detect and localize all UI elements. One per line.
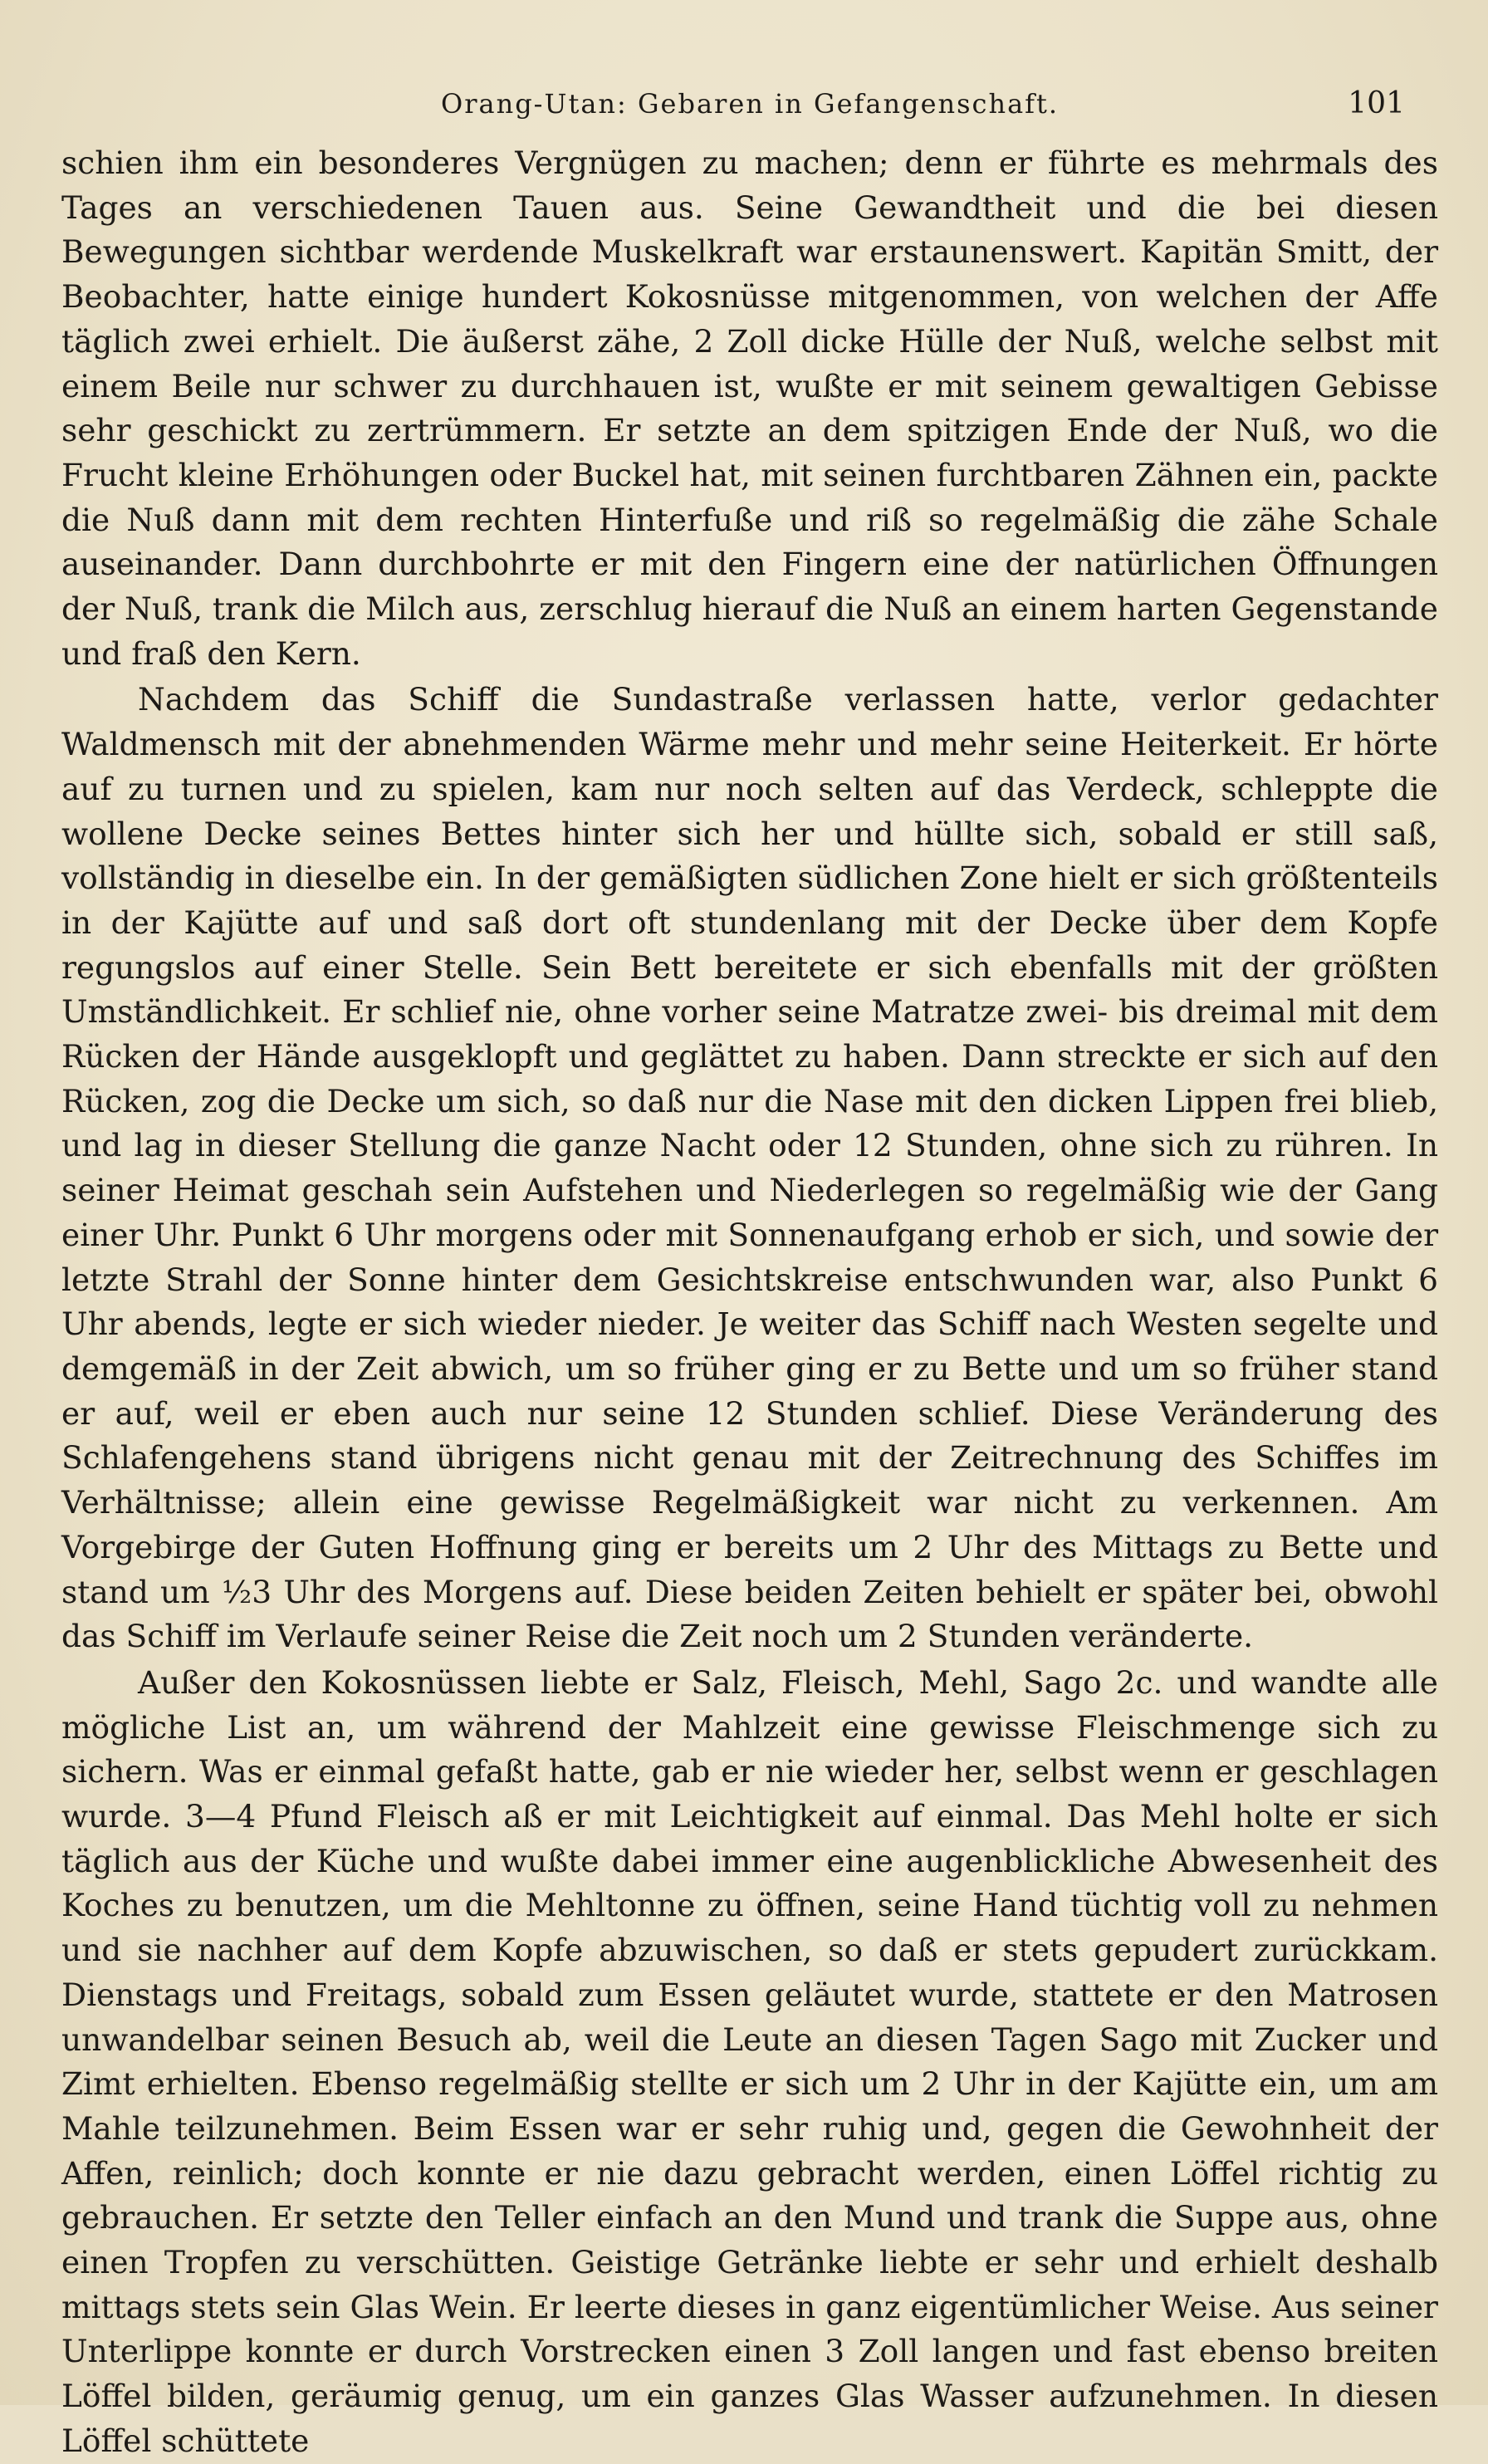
paragraph: Nachdem das Schiff die Sundastraße verlassen hatte, verlor gedachter Waldmensch mit der abnehmenden Wärme mehr und mehr seine Heiterkeit. Er hörte auf zu turnen und zu spielen, kam nur noch selten auf das Verdeck, schleppte die wollene Decke seines Bettes hinter sich her und hüllte sich, sobald er still saß, vollständig in dieselbe ein. In der gemäßigten südlichen Zone hielt er sich größtenteils in der Kajütte auf und saß dort oft stundenlang mit der Decke über dem Kopfe regungslos auf einer Stelle. Sein Bett bereitete er sich ebenfalls mit der größten Umständlichkeit. Er schlief nie, ohne vorher seine Matratze zwei- bis dreimal mit dem Rücken der Hände ausgeklopft und geglättet zu haben. Dann streckte er sich auf den Rücken, zog die Decke um sich, so daß nur die Nase mit den dicken Lippen frei blieb, und lag in dieser Stellung die ganze Nacht oder 12 Stunden, ohne sich zu rühren. In seiner Heimat geschah sein Aufstehen und Niederlegen so regelmäßig wie der Gang einer Uhr. Punkt 6 Uhr morgens oder mit Sonnenaufgang erhob er sich, und sowie der letzte Strahl der Sonne hinter dem Gesichtskreise entschwunden war, also Punkt 6 Uhr abends, legte er sich wieder nieder. Je weiter das Schiff nach Westen segelte und demgemäß in der Zeit abwich, um so früher ging er zu Bette und um so früher stand er auf, weil er eben auch nur seine 12 Stunden schlief. Diese Veränderung des Schlafengehens stand übrigens nicht genau mit der Zeitrechnung des Schiffes im Verhältnisse; allein eine gewisse Regelmäßigkeit war nicht zu verkennen. Am Vorgebirge der Guten Hoffnung ging er bereits um 2 Uhr des Mittags zu Bette und stand um ½3 Uhr des Morgens auf. Diese beiden Zeiten behielt er später bei, obwohl das Schiff im Verlaufe seiner Reise die Zeit noch um 2 Stunden veränderte. [61, 681, 1438, 1655]
running-header [61, 83, 1438, 133]
paragraph: Außer den Kokosnüssen liebte er Salz, Fleisch, Mehl, Sago 2c. und wandte alle mögliche List an, um während der Mahlzeit eine gewisse Fleischmenge sich zu sichern. Was er einmal gefaßt hatte, gab er nie wieder her, selbst wenn er geschlagen wurde. 3—4 Pfund Fleisch aß er mit Leichtigkeit auf einmal. Das Mehl holte er sich täglich aus der Küche und wußte dabei immer eine augenblickliche Abwesenheit des Koches zu benutzen, um die Mehltonne zu öffnen, seine Hand tüchtig voll zu nehmen und sie nachher auf dem Kopfe abzuwischen, so daß er stets gepudert zurückkam. Dienstags und Freitags, sobald zum Essen geläutet wurde, stattete er den Matrosen unwandelbar seinen Besuch ab, weil die Leute an diesen Tagen Sago mit Zucker und Zimt erhielten. Ebenso regelmäßig stellte er sich um 2 Uhr in der Kajütte ein, um am Mahle teilzunehmen. Beim Essen war er sehr ruhig und, gegen die Gewohnheit der Affen, reinlich; doch konnte er nie dazu gebracht werden, einen Löffel richtig zu gebrauchen. Er setzte den Teller einfach an den Mund und trank die Suppe aus, ohne einen Tropfen zu verschütten. Geistige Getränke liebte er sehr und erhielt deshalb mittags stets sein Glas Wein. Er leerte dieses in ganz eigentümlicher Weise. Aus seiner Unterlippe konnte er durch Vorstrecken einen 3 Zoll langen und fast ebenso breiten Löffel bilden, geräumig genug, um ein ganzes Glas Wasser aufzunehmen. In diesen Löffel schüttete [61, 1663, 1438, 2459]
paragraph-continuation: schien ihm ein besonderes Vergnügen zu machen; denn er führte es mehrmals des Tages an verschiedenen Tauen aus. Seine Gewandtheit und die bei diesen Bewegungen sichtbar werdende Muskelkraft war erstaunenswert. Kapitän Smitt, der Beobachter, hatte einige hundert Kokosnüsse mitgenommen, von welchen der Affe täglich zwei erhielt. Die äußerst zähe, 2 Zoll dicke Hülle der Nuß, welche selbst mit einem Beile nur schwer zu durchhauen ist, wußte er mit seinem gewaltigen Gebisse sehr geschickt zu zertrümmern. Er setzte an dem spitzigen Ende der Nuß, wo die Frucht kleine Erhöhungen oder Buckel hat, mit seinen furchtbaren Zähnen ein, packte die Nuß dann mit dem rechten Hinterfuße und riß so regelmäßig die zähe Schale auseinander. Dann durchbohrte er mit den Fingern eine der natürlichen Öffnungen der Nuß, trank die Milch aus, zerschlug hierauf die Nuß an einem harten Gegenstande und fraß den Kern. [61, 145, 1438, 672]
page-number: 101 [1348, 86, 1405, 120]
running-title: Orang-Utan: Gebaren in Gefangenschaft. [440, 88, 1060, 120]
body-text [61, 141, 1438, 2464]
